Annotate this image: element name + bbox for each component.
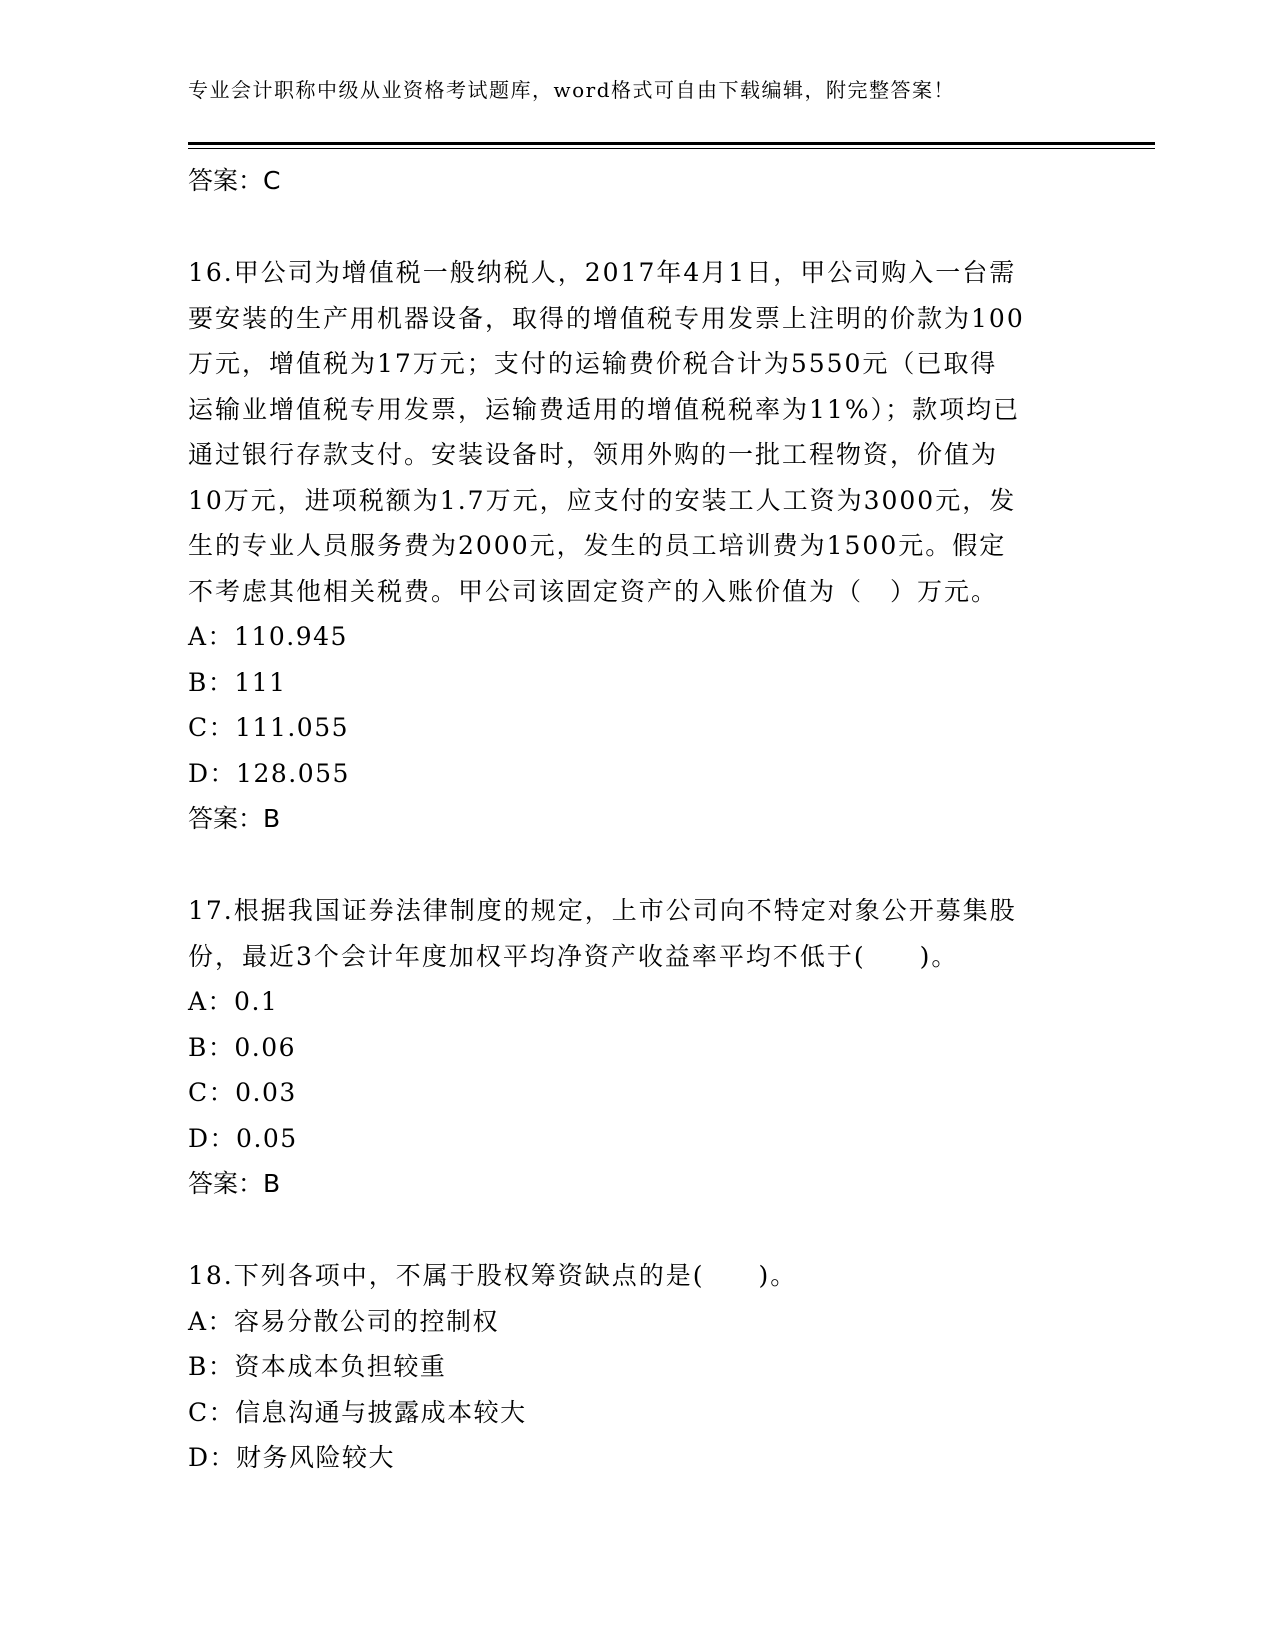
option-c: C：0.03 — [188, 1078, 297, 1107]
question-stem — [188, 250, 1088, 614]
question-line: 18.下列各项中，不属于股权筹资缺点的是( )。 — [188, 1261, 798, 1290]
question-line: 生的专业人员服务费为2000元，发生的员工培训费为1500元。假定 — [188, 531, 1007, 560]
option-b: B：资本成本负担较重 — [188, 1352, 447, 1381]
question-stem — [188, 888, 1088, 979]
question-16 — [188, 250, 1088, 842]
option-c: C：信息沟通与披露成本较大 — [188, 1397, 527, 1427]
page-header-text: 专业会计职称中级从业资格考试题库，word格式可自由下载编辑，附完整答案！ — [188, 78, 956, 102]
option-b: B：0.06 — [188, 1032, 297, 1062]
question-line: 份，最近3个会计年度加权平均净资产收益率平均不低于( )。 — [188, 941, 959, 971]
question-17 — [188, 888, 1088, 1207]
question-answer: 答案：B — [188, 804, 281, 833]
previous-answer: 答案：C — [188, 166, 281, 195]
question-line: 不考虑其他相关税费。甲公司该固定资产的入账价值为（ ）万元。 — [188, 576, 999, 606]
option-d: D：0.05 — [188, 1123, 298, 1153]
option-d: D：财务风险较大 — [188, 1443, 396, 1472]
option-a: A：0.1 — [188, 987, 279, 1016]
exam-content — [188, 158, 1088, 1481]
question-line: 要安装的生产用机器设备，取得的增值税专用发票上注明的价款为100 — [188, 303, 1025, 333]
question-18 — [188, 1253, 1088, 1481]
question-answer: 答案：B — [188, 1169, 281, 1198]
question-line: 10万元，进项税额为1.7万元，应支付的安装工人工资为3000元，发 — [188, 485, 1017, 515]
option-a: A：110.945 — [188, 622, 348, 651]
option-a: A：容易分散公司的控制权 — [188, 1306, 500, 1336]
question-stem — [188, 1253, 1088, 1299]
question-line: 16.甲公司为增值税一般纳税人，2017年4月1日，甲公司购入一台需 — [188, 258, 1017, 287]
header-rule-thin — [188, 148, 1155, 149]
option-b: B：111 — [188, 667, 287, 697]
option-c: C：111.055 — [188, 713, 350, 742]
option-d: D：128.055 — [188, 758, 350, 788]
question-line: 通过银行存款支付。安装设备时，领用外购的一批工程物资，价值为 — [188, 440, 999, 469]
question-line: 万元，增值税为17万元；支付的运输费价税合计为5550元（已取得 — [188, 349, 998, 378]
question-line: 运输业增值税专用发票，运输费适用的增值税税率为11%）；款项均已 — [188, 394, 1021, 424]
question-line: 17.根据我国证券法律制度的规定，上市公司向不特定对象公开募集股 — [188, 896, 1017, 925]
header-rule-thick — [188, 142, 1155, 145]
